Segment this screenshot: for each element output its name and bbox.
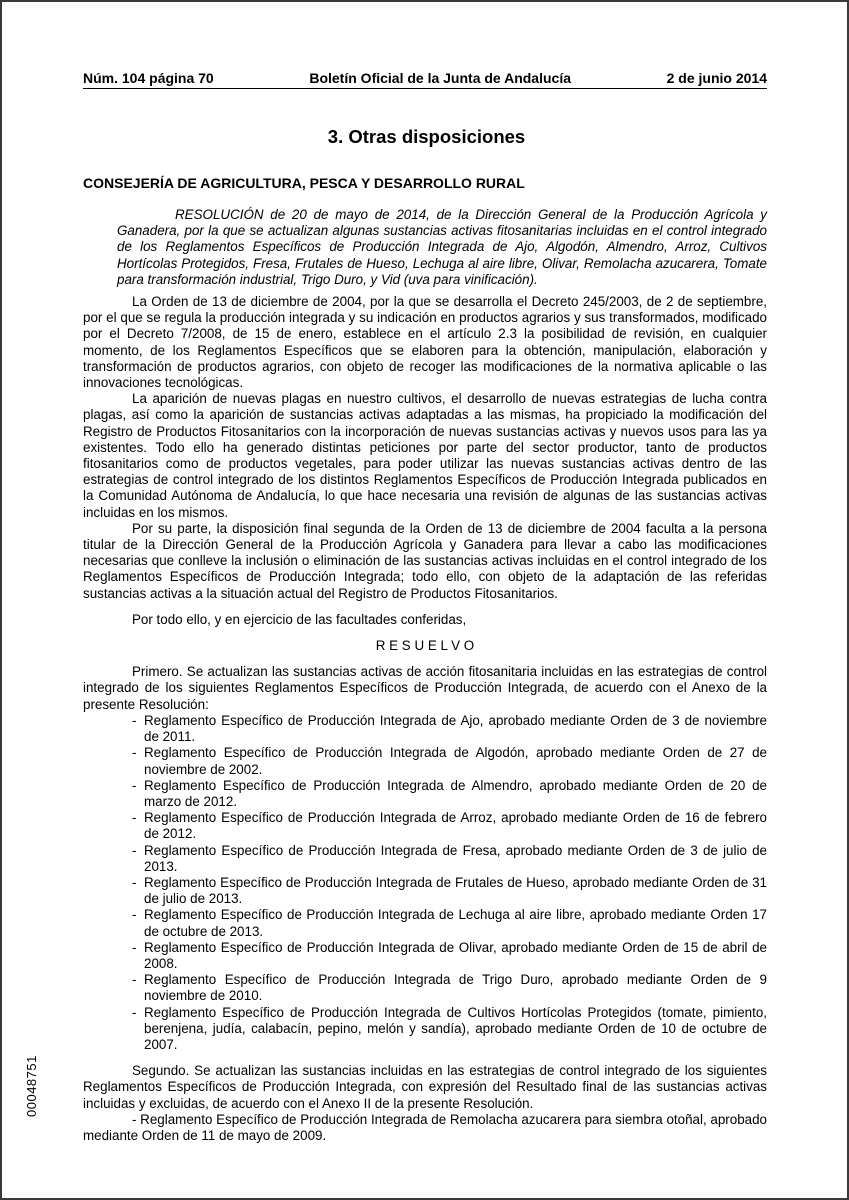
issue-page-number: Núm. 104 página 70 [83, 70, 214, 86]
resolution-title: RESOLUCIÓN de 20 de mayo de 2014, de la Dirección General de la Producción Agrícola y Ganadera, por la que se actualizan algunas sustancias activas fitosanitarias incluidas en el control integrado de los Reglamentos Específicos de Producción Integrada de Ajo, Algodón, Almendro, Arroz, Cultivos Hortícolas Protegidos, Fresa, Frutales de Hueso, Lechuga al aire libre, Olivar, Remolacha azucarera, Tomate para transformación industrial, Trigo Duro, y Vid (uva para vinificación). [117, 207, 767, 287]
resuelvo-heading: R E S U E L V O [375, 638, 475, 654]
regulations-list [83, 713, 767, 1053]
list-item: - Reglamento Específico de Producción Integrada de Olivar, aprobado mediante Orden de 15 de abril de 2008. [132, 939, 767, 971]
document-body [83, 207, 767, 1144]
list-item: - Reglamento Específico de Producción Integrada de Almendro, aprobado mediante Orden de 20 de marzo de 2012. [132, 777, 767, 809]
paragraph-1: La Orden de 13 de diciembre de 2004, por la que se desarrolla el Decreto 245/2003, de 2 de septiembre, por el que se regula la producción integrada y su indicación en productos agrarios y sus transformados, modificado por el Decreto 7/2008, de 15 de enero, establece en el artículo 2.3 la posibilidad de revisión, en cualquier momento, de los Reglamentos Específicos que se elaboren para la obtención, manipulación, elaboración y transformación de productos agrarios, con objeto de recoger las modificaciones de la normativa aplicable o las innovaciones tecnológicas. [83, 294, 767, 391]
segundo-paragraph: Segundo. Se actualizan las sustancias incluidas en las estrategias de control integrado de los siguientes Reglamentos Específicos de Producción Integrada, con expresión del Resultado final de las sustancias activas incluidas y excluidas, de acuerdo con el Anexo II de la presente Resolución. [83, 1063, 767, 1111]
paragraph-2: La aparición de nuevas plagas en nuestro cultivos, el desarrollo de nuevas estrategias de lucha contra plagas, así como la aparición de sustancias activas adaptadas a las mismas, ha propiciado la modificación del Registro de Productos Fitosanitarios con la incorporación de nuevas sustancias activas y nuevos usos para las ya existentes. Todo ello ha generado distintas peticiones por parte del sector productor, tanto de productos fitosanitarios como de productos vegetales, para poder utilizar las nuevas sustancias activas dentro de las estrategias de control integrado de los distintos Reglamentos Específicos de Producción Integrada publicados en la Comunidad Autónoma de Andalucía, lo que hace necesaria una revisión de algunas de las sustancias activas incluidas en los mismos. [83, 391, 767, 520]
segundo-item: - Reglamento Específico de Producción Integrada de Remolacha azucarera para siembra otoñal, aprobado mediante Orden de 11 de mayo de 2009. [83, 1111, 767, 1143]
section-title: 3. Otras disposiciones [327, 126, 526, 147]
document-code: 00048751 [24, 1055, 39, 1117]
primero-paragraph: Primero. Se actualizan las sustancias activas de acción fitosanitaria incluidas en las estrategias de control integrado de los siguientes Reglamentos Específicos de Producción Integrada, de acuerdo con el Anexo de la presente Resolución: [83, 664, 767, 712]
ministry-heading: CONSEJERÍA DE AGRICULTURA, PESCA Y DESARROLLO RURAL [83, 175, 525, 191]
list-item: - Reglamento Específico de Producción Integrada de Trigo Duro, aprobado mediante Orden de 9 noviembre de 2010. [132, 972, 767, 1004]
list-item: - Reglamento Específico de Producción Integrada de Cultivos Hortícolas Protegidos (tomate, pimiento, berenjena, judía, calabacín, pepino, melón y sandía), aprobado mediante Orden de 10 de octubre de 2007. [132, 1004, 767, 1052]
list-item: - Reglamento Específico de Producción Integrada de Ajo, aprobado mediante Orden de 3 de noviembre de 2011. [132, 712, 767, 745]
list-item: - Reglamento Específico de Producción Integrada de Arroz, aprobado mediante Orden de 16 de febrero de 2012. [132, 810, 767, 842]
paragraph-4: Por todo ello, y en ejercicio de las facultades conferidas, [132, 611, 467, 627]
list-item: - Reglamento Específico de Producción Integrada de Algodón, aprobado mediante Orden de 27 de noviembre de 2002. [132, 745, 767, 777]
list-item: - Reglamento Específico de Producción Integrada de Fresa, aprobado mediante Orden de 3 de julio de 2013. [132, 842, 767, 874]
page-header [83, 66, 767, 89]
list-item: - Reglamento Específico de Producción Integrada de Frutales de Hueso, aprobado mediante Orden de 31 de julio de 2013. [132, 874, 767, 907]
bulletin-name: Boletín Oficial de la Junta de Andalucía [309, 70, 571, 86]
list-item: - Reglamento Específico de Producción Integrada de Lechuga al aire libre, aprobado mediante Orden 17 de octubre de 2013. [132, 907, 767, 939]
publication-date: 2 de junio 2014 [666, 70, 767, 86]
paragraph-3: Por su parte, la disposición final segunda de la Orden de 13 de diciembre de 2004 faculta a la persona titular de la Dirección General de la Producción Agrícola y Ganadera para llevar a cabo las modificaciones necesarias que conlleve la inclusión o eliminación de las sustancias activas incluidas en el control integrado de los Reglamentos Específicos de Producción Integrada; todo ello, con objeto de la adaptación de las referidas sustancias activas a la situación actual del Registro de Productos Fitosanitarios. [83, 520, 767, 601]
